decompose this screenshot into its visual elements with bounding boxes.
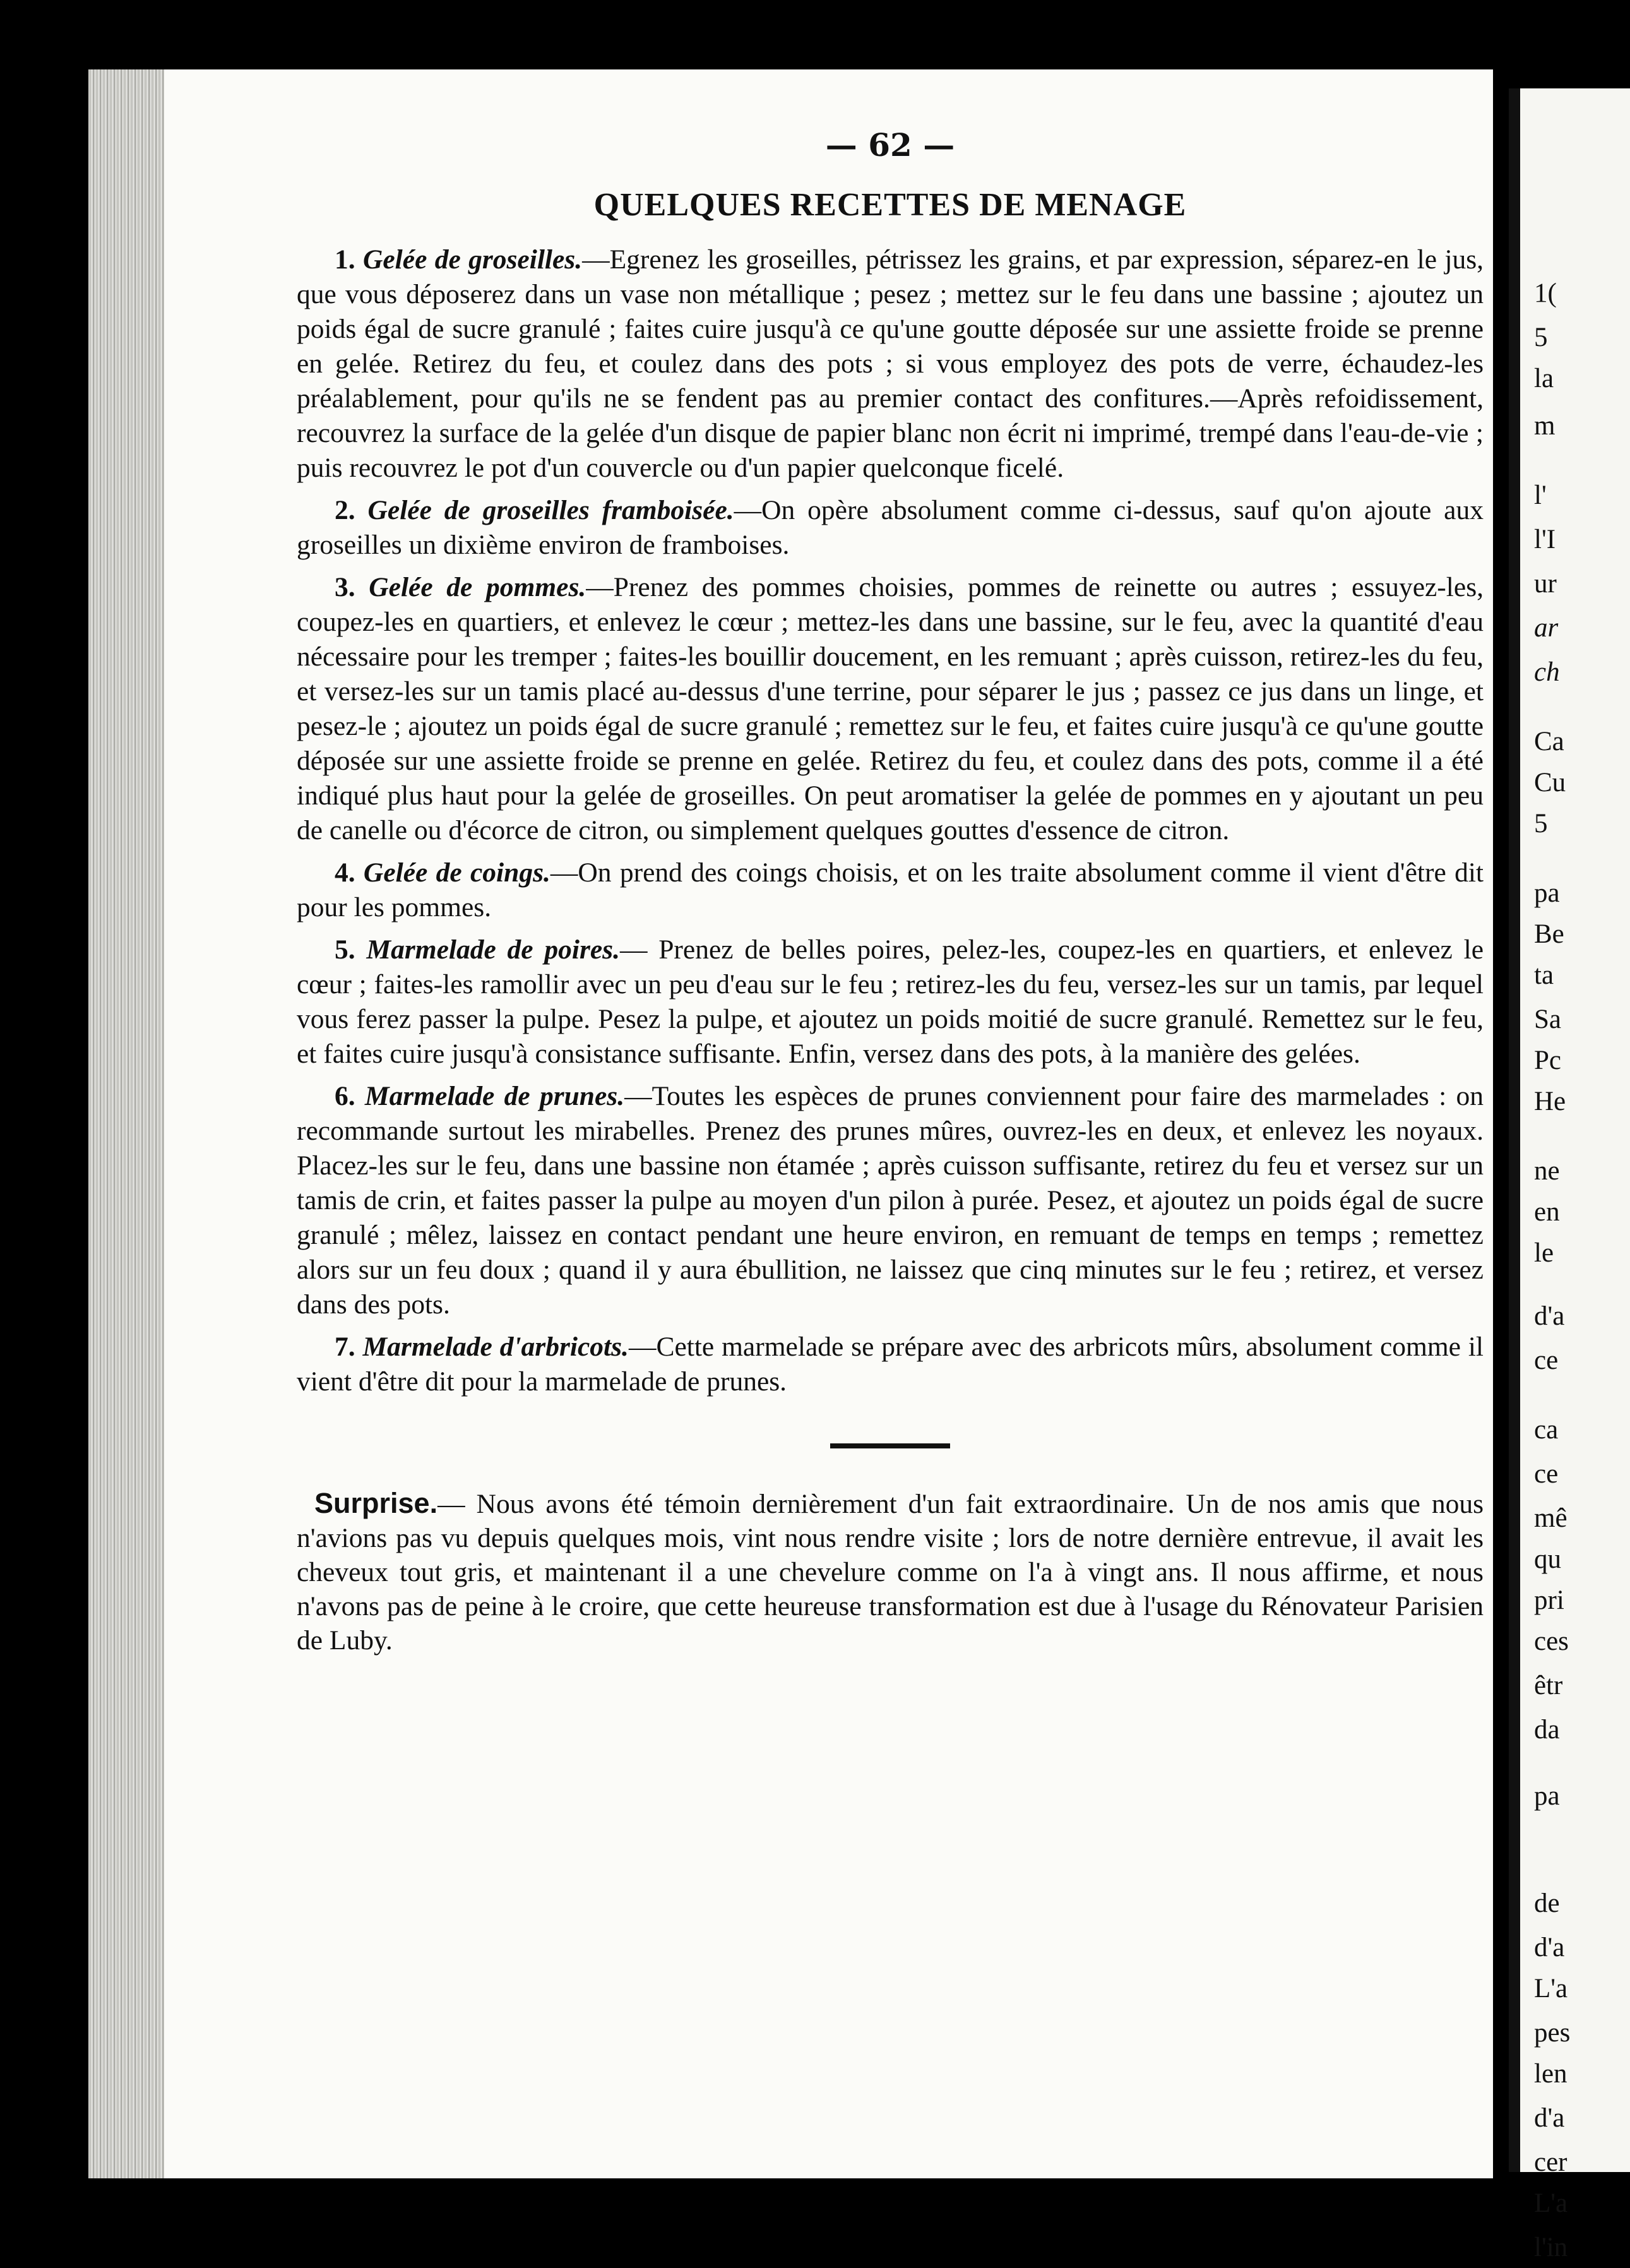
- adjacent-text-fragment: d'a: [1534, 1933, 1565, 1962]
- page-stack-edge: [88, 69, 164, 2178]
- recipe-list: [297, 242, 1484, 1399]
- adjacent-text-fragment: en: [1534, 1197, 1560, 1227]
- recipe-body: —Toutes les espèces de prunes conviennent pour faire des marmelades : on recommande surtout les mirabelles. Prenez des prunes mûres, ouvrez-les en deux, et enlevez les noyaux. Placez-les sur le feu, dans une bassine non étamée ; après cuisson suffisante, retirez du feu et versez sur un tamis de crin, et faites passer la pulpe au moyen d'un pilon à purée. Pesez, et ajoutez un poids égal de sucre granulé ; mêlez, laissez en contact pendant une heure environ, en remuant de temps en temps ; remettez alors sur un feu doux ; quand il y aura ébullition, ne laissez que cinq minutes sur le feu ; retirez, et versez dans des pots.: [297, 1081, 1484, 1320]
- recipe-title: Marmelade de poires.: [366, 934, 620, 965]
- recipe-title: Gelée de groseilles framboisée.: [367, 495, 734, 525]
- adjacent-text-fragment: l'I: [1534, 525, 1556, 554]
- recipe-number: 4.: [335, 857, 355, 888]
- recipe-body: —Cette marmelade se prépare avec des arbricots mûrs, absolument comme il vient d'être dit pour la marmelade de prunes.: [297, 1332, 1484, 1397]
- adjacent-text-fragment: Sa: [1534, 1005, 1561, 1034]
- adjacent-text-fragment: ar: [1534, 613, 1559, 643]
- page-number: — 62 —: [825, 126, 955, 164]
- adjacent-text-fragment: L'a: [1534, 2188, 1568, 2218]
- adjacent-text-fragment: da: [1534, 1715, 1560, 1745]
- adjacent-text-fragment: ne: [1534, 1156, 1560, 1186]
- adjacent-text-fragment: l'in: [1534, 2233, 1568, 2262]
- recipe-paragraph: [297, 242, 1484, 486]
- adjacent-text-fragment: He: [1534, 1087, 1566, 1116]
- adjacent-text-fragment: 5: [1534, 809, 1548, 839]
- recipe-paragraph: [297, 1079, 1484, 1322]
- adjacent-text-fragment: êtr: [1534, 1671, 1563, 1700]
- adjacent-text-fragment: mê: [1534, 1503, 1568, 1533]
- recipe-number: 6.: [335, 1081, 355, 1111]
- adjacent-text-fragment: l': [1534, 480, 1547, 510]
- recipe-body: —Egrenez les groseilles, pétrissez les grains, et par expression, séparez-en le jus, que vous déposerez dans un vase non métallique ; pesez ; mettez sur le feu dans une bassine ; ajoutez un poids égal de sucre granulé ; faites cuire jusqu'à ce qu'une goutte déposée sur une assiette froide se prenne en gelée. Retirez du feu, et coulez dans des pots ; si vous employez des pots de verre, échaudez-les préalablement, pour qu'ils ne se fendent pas au premier contact des confitures.—Après refoidissement, recouvrez la surface de la gelée d'un disque de papier blanc non écrit ni imprimé, trempé dans l'eau-de-vie ; puis recouvrez le pot d'un couvercle ou d'un papier quelconque ficelé.: [297, 244, 1484, 483]
- recipe-title: Gelée de groseilles.: [362, 244, 583, 275]
- adjacent-text-fragment: pri: [1534, 1585, 1564, 1615]
- section-title: QUELQUES RECETTES DE MENAGE: [593, 187, 1187, 223]
- adjacent-text-fragment: ta: [1534, 960, 1554, 990]
- recipe-paragraph: [297, 856, 1484, 925]
- adjacent-text-fragment: pa: [1534, 878, 1560, 908]
- surprise-heading: Surprise.: [314, 1487, 438, 1519]
- adjacent-text-fragment: Pc: [1534, 1046, 1561, 1075]
- adjacent-text-fragment: ur: [1534, 569, 1557, 599]
- adjacent-text-fragment: 5: [1534, 323, 1548, 352]
- recipe-title: Gelée de pommes.: [369, 572, 586, 602]
- adjacent-text-fragment: ca: [1534, 1415, 1559, 1445]
- adjacent-text-fragment: de: [1534, 1889, 1560, 1918]
- recipe-paragraph: [297, 933, 1484, 1071]
- adjacent-text-fragment: Ca: [1534, 727, 1564, 756]
- recipe-title: Marmelade d'arbricots.: [362, 1332, 629, 1362]
- page-gutter: [1509, 88, 1520, 2172]
- recipe-body: —On opère absolument comme ci-dessus, sauf qu'on ajoute aux groseilles un dixième environ de framboises.: [297, 495, 1484, 560]
- recipe-title: Gelée de coings.: [363, 857, 550, 888]
- recipe-number: 5.: [335, 934, 355, 965]
- adjacent-text-fragment: le: [1534, 1238, 1554, 1268]
- page-content: [297, 126, 1484, 1657]
- scan-border-left: [0, 0, 76, 2268]
- adjacent-text-fragment: ces: [1534, 1626, 1569, 1656]
- recipe-title: Marmelade de prunes.: [364, 1081, 625, 1111]
- adjacent-text-fragment: pa: [1534, 1781, 1560, 1811]
- adjacent-text-fragment: ce: [1534, 1459, 1559, 1489]
- recipe-paragraph: [297, 493, 1484, 563]
- adjacent-text-fragment: cer: [1534, 2147, 1568, 2177]
- adjacent-text-fragment: d'a: [1534, 2103, 1565, 2133]
- recipe-number: 2.: [335, 495, 355, 525]
- adjacent-text-fragment: m: [1534, 411, 1556, 441]
- book-page: [88, 69, 1493, 2178]
- adjacent-text-fragment: Be: [1534, 919, 1564, 949]
- recipe-number: 3.: [335, 572, 355, 602]
- adjacent-text-fragment: ch: [1534, 657, 1560, 687]
- adjacent-text-fragment: Cu: [1534, 768, 1566, 797]
- adjacent-page-fragment: [1509, 88, 1630, 2262]
- adjacent-text-fragment: len: [1534, 2059, 1568, 2089]
- surprise-text: — Nous avons été témoin dernièrement d'un fait extraordinaire. Un de nos amis que nous n'avions pas vu depuis quelques mois, vint nous rendre visite ; lors de notre dernière entrevue, il avait les cheveux tout gris, et maintenant il a une chevelure comme on l'a à vingt ans. Il nous affirme, et nous n'avons pas de peine à le croire, que cette heureuse transformation est due à l'usage du Rénovateur Parisien de Luby.: [297, 1489, 1484, 1656]
- recipe-paragraph: [297, 570, 1484, 848]
- section-divider: [830, 1443, 950, 1448]
- recipe-body: —Prenez des pommes choisies, pommes de reinette ou autres ; essuyez-les, coupez-les en quartiers, et enlevez le cœur ; mettez-les dans une bassine, sur le feu, avec la quantité d'eau nécessaire pour les tremper ; faites-les bouillir doucement, en les remuant ; après cuisson, retirez-les du feu, et versez-les sur un tamis placé au-dessus d'une terrine, pour séparer le jus ; passez ce jus dans un linge, et pesez-le ; ajoutez un poids égal de sucre granulé ; remettez sur le feu, et faites cuire jusqu'à ce qu'une goutte déposée sur une assiette froide se prenne en gelée. Retirez du feu, et coulez dans des pots, comme il a été indiqué plus haut pour la gelée de groseilles. On peut aromatiser la gelée de pommes en y ajoutant un peu de canelle ou d'écorce de citron, ou simplement quelques gouttes d'essence de citron.: [297, 572, 1484, 845]
- recipe-paragraph: [297, 1330, 1484, 1399]
- adjacent-text-fragment: ce: [1534, 1346, 1559, 1375]
- adjacent-text-fragment: d'a: [1534, 1301, 1565, 1331]
- adjacent-text-fragment: la: [1534, 364, 1554, 393]
- recipe-number: 7.: [335, 1332, 355, 1362]
- adjacent-text-fragment: qu: [1534, 1544, 1561, 1574]
- surprise-paragraph: [297, 1486, 1484, 1657]
- recipe-number: 1.: [335, 244, 355, 275]
- recipe-body: —On prend des coings choisis, et on les traite absolument comme il vient d'être dit pour les pommes.: [297, 857, 1484, 922]
- recipe-body: — Prenez de belles poires, pelez-les, coupez-les en quartiers, et enlevez le cœur ; faites-les ramollir avec un peu d'eau sur le feu ; retirez-les du feu, versez-les sur un tamis, par lequel vous ferez passer la pulpe. Pesez la pulpe, et ajoutez un poids moitié de sucre granulé. Remettez sur le feu, et faites cuire jusqu'à consistance suffisante. Enfin, versez dans des pots, à la manière des gelées.: [297, 934, 1484, 1069]
- adjacent-text-fragment: pes: [1534, 2018, 1571, 2048]
- adjacent-text-fragment: 1(: [1534, 278, 1557, 308]
- adjacent-text-fragment: L'a: [1534, 1974, 1568, 2003]
